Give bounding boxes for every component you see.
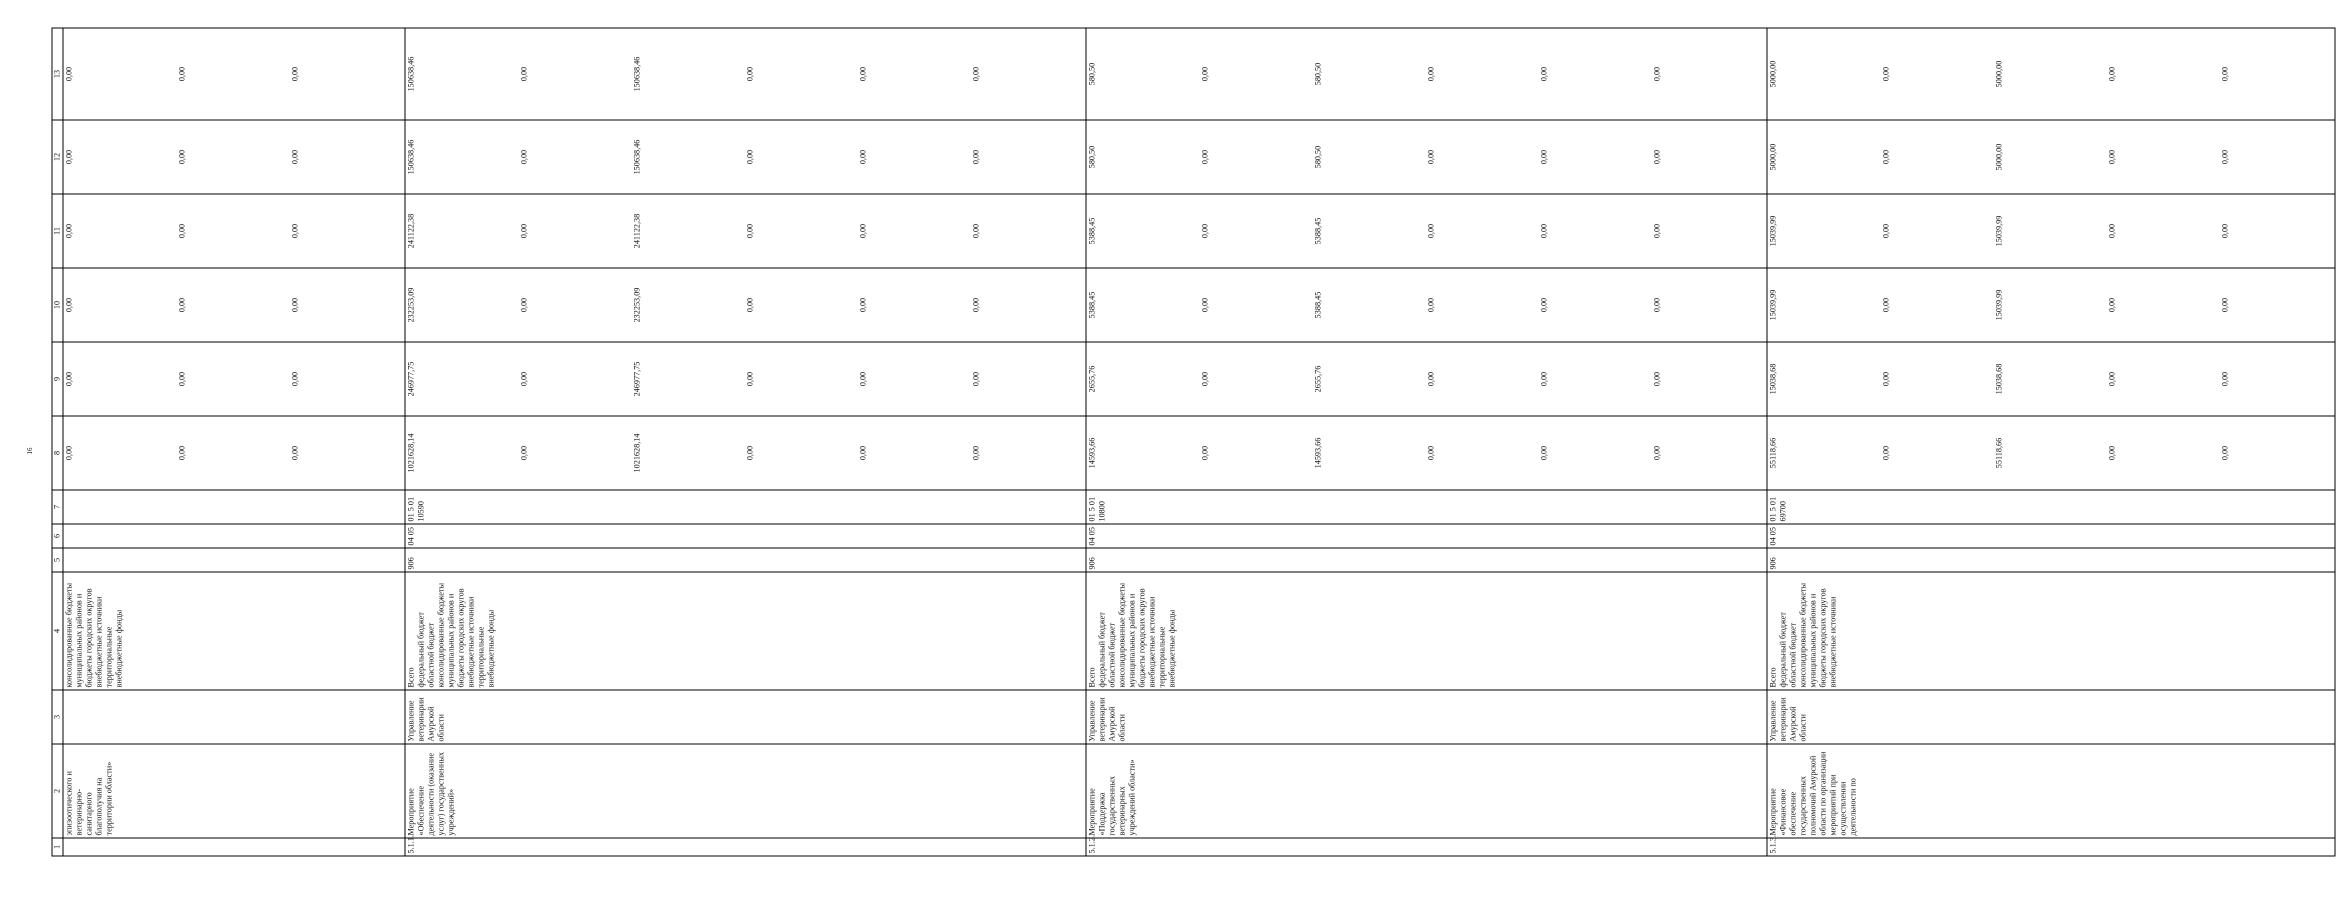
funding-source: Всего: [1768, 667, 1778, 688]
funding-sources: [405, 572, 1086, 690]
csr-code: 01 5 01 10800: [1086, 490, 1767, 524]
value: 0,00: [1881, 66, 1891, 82]
value: 0,00: [1881, 297, 1891, 313]
funding-source: консолидированные бюджеты муниципальных районов и бюджеты городских округов: [64, 583, 94, 688]
row-number: 5.1.1.: [405, 838, 1086, 856]
grbs-code: [63, 548, 405, 572]
rz-code: 04 05: [1086, 524, 1767, 548]
value: 0,00: [858, 371, 868, 387]
funding-source: внебюджетные источники: [1147, 596, 1157, 688]
year-column: [1767, 268, 2335, 342]
funding-source: консолидированные бюджеты муниципальных районов и бюджеты городских округов: [1798, 583, 1828, 688]
value: 0,00: [64, 371, 74, 387]
value: 0,00: [2107, 445, 2117, 461]
year-column: [1086, 194, 1767, 268]
value: 14593,66: [1313, 437, 1323, 469]
value: 0,00: [1539, 371, 1549, 387]
total-column: [1086, 416, 1767, 490]
value: 0,00: [2107, 371, 2117, 387]
value: 15038,68: [1994, 363, 2004, 395]
value: 0,00: [1539, 297, 1549, 313]
header-cell: 10: [52, 268, 63, 342]
value: 0,00: [64, 149, 74, 165]
year-column: [1086, 268, 1767, 342]
value: 0,00: [2220, 149, 2230, 165]
value: 241122,38: [406, 213, 416, 249]
value: 5000,00: [1994, 60, 2004, 88]
value: 0,00: [2220, 371, 2230, 387]
value: 241122,38: [632, 213, 642, 249]
funding-source: внебюджетные источники: [466, 596, 476, 688]
program-name: Мероприятие «Финансовое обеспечение государственных полномочий Амурской области по организации мероприятий при осуществлении деятельности по: [1767, 744, 2335, 838]
value: 150638,46: [406, 56, 416, 92]
value: 5000,00: [1994, 143, 2004, 171]
year-column: [63, 120, 405, 194]
total-column: [63, 416, 405, 490]
value: 0,00: [1200, 66, 1210, 82]
funding-source: территориальные внебюджетные фонды: [476, 609, 496, 688]
value: 150638,46: [632, 56, 642, 92]
value: 0,00: [290, 66, 300, 82]
value: 246977,75: [632, 361, 642, 397]
value: 0,00: [1200, 297, 1210, 313]
grbs-code: 906: [1767, 548, 2335, 572]
value: 5388,45: [1313, 291, 1323, 319]
value: 2655,76: [1313, 365, 1323, 393]
value: 0,00: [2220, 297, 2230, 313]
year-column: [405, 342, 1086, 416]
value: 0,00: [1426, 297, 1436, 313]
value: 0,00: [1426, 66, 1436, 82]
value: 0,00: [1652, 371, 1662, 387]
total-column: [405, 416, 1086, 490]
value: 5000,00: [1768, 143, 1778, 171]
header-cell: 4: [52, 572, 63, 690]
value: 0,00: [290, 149, 300, 165]
value: 232253,09: [632, 287, 642, 323]
value: 0,00: [971, 297, 981, 313]
row-number: 5.1.2.: [1086, 838, 1767, 856]
value: 0,00: [745, 223, 755, 239]
value: 0,00: [971, 149, 981, 165]
funding-sources: [63, 572, 405, 690]
value: 0,00: [1539, 149, 1549, 165]
value: 0,00: [1200, 445, 1210, 461]
year-column: [405, 268, 1086, 342]
value: 0,00: [745, 297, 755, 313]
value: 2655,76: [1087, 365, 1097, 393]
header-cell: 1: [52, 838, 63, 856]
value: 0,00: [2107, 223, 2117, 239]
value: 5388,45: [1313, 217, 1323, 245]
value: 0,00: [1881, 371, 1891, 387]
value: 580,50: [1313, 145, 1323, 169]
csr-code: 01 5 01 69700: [1767, 490, 2335, 524]
value: 0,00: [64, 66, 74, 82]
value: 0,00: [519, 149, 529, 165]
value: 0,00: [1881, 223, 1891, 239]
value: 0,00: [519, 445, 529, 461]
executor: Управление ветеринарии Амурской области: [1767, 690, 2335, 744]
value: 246977,75: [406, 361, 416, 397]
header-row: [52, 28, 63, 856]
year-column: [405, 194, 1086, 268]
value: 0,00: [858, 66, 868, 82]
table-row: [405, 28, 1086, 856]
value: 14593,66: [1087, 437, 1097, 469]
value: 0,00: [1200, 371, 1210, 387]
value: 0,00: [1539, 445, 1549, 461]
value: 0,00: [64, 223, 74, 239]
value: 0,00: [1881, 445, 1891, 461]
funding-source: внебюджетные источники: [1828, 596, 1838, 688]
year-column: [63, 194, 405, 268]
value: 0,00: [290, 371, 300, 387]
value: 0,00: [745, 445, 755, 461]
value: 0,00: [519, 297, 529, 313]
value: 1021628,14: [406, 433, 416, 473]
csr-code: 01 5 01 10590: [405, 490, 1086, 524]
header-cell: 6: [52, 524, 63, 548]
rz-code: [63, 524, 405, 548]
funding-sources: [1767, 572, 2335, 690]
value: 0,00: [290, 223, 300, 239]
value: 0,00: [858, 223, 868, 239]
value: 0,00: [745, 371, 755, 387]
value: 0,00: [290, 445, 300, 461]
value: 0,00: [1426, 371, 1436, 387]
value: 0,00: [177, 297, 187, 313]
funding-source: федеральный бюджет: [1778, 612, 1788, 688]
value: 0,00: [2107, 149, 2117, 165]
value: 0,00: [1881, 149, 1891, 165]
value: 0,00: [745, 149, 755, 165]
value: 15039,99: [1768, 215, 1778, 247]
value: 15039,99: [1994, 289, 2004, 321]
funding-source: областной бюджет: [426, 622, 436, 688]
value: 0,00: [858, 445, 868, 461]
executor: [63, 690, 405, 744]
value: 0,00: [177, 223, 187, 239]
value: 232253,09: [406, 287, 416, 323]
value: 0,00: [971, 445, 981, 461]
value: 0,00: [1200, 149, 1210, 165]
program-name: Мероприятие «Обеспечение деятельности (оказание услуг) государственных учреждений»: [405, 744, 1086, 838]
program-name: Мероприятие «Поддержка государственных ветеринарных учреждений области»: [1086, 744, 1767, 838]
header-cell: 12: [52, 120, 63, 194]
header-cell: 9: [52, 342, 63, 416]
table-row: [1767, 28, 2335, 856]
table-row: [63, 28, 405, 856]
year-column: [1767, 342, 2335, 416]
rotated-document: [52, 49, 2230, 857]
funding-source: территориальные внебюджетные фонды: [1157, 609, 1177, 688]
value: 0,00: [1539, 66, 1549, 82]
value: 150638,46: [406, 139, 416, 175]
value: 15039,99: [1768, 289, 1778, 321]
funding-source: консолидированные бюджеты муниципальных районов и бюджеты городских округов: [436, 583, 466, 688]
header-cell: 3: [52, 690, 63, 744]
value: 0,00: [1652, 223, 1662, 239]
value: 5388,45: [1087, 217, 1097, 245]
header-cell: 7: [52, 490, 63, 524]
value: 0,00: [971, 66, 981, 82]
year-column: [63, 28, 405, 120]
value: 0,00: [177, 445, 187, 461]
value: 0,00: [1426, 149, 1436, 165]
value: 0,00: [745, 66, 755, 82]
year-column: [1086, 120, 1767, 194]
funding-source: областной бюджет: [1107, 622, 1117, 688]
year-column: [1086, 28, 1767, 120]
value: 15039,99: [1994, 215, 2004, 247]
value: 0,00: [971, 223, 981, 239]
funding-source: федеральный бюджет: [416, 612, 426, 688]
funding-source: Всего: [1087, 667, 1097, 688]
funding-source: Всего: [406, 667, 416, 688]
header-cell: 8: [52, 416, 63, 490]
executor: Управление ветеринарии Амурской области: [1086, 690, 1767, 744]
value: 1021628,14: [632, 433, 642, 473]
year-column: [405, 28, 1086, 120]
value: 0,00: [1426, 223, 1436, 239]
year-column: [405, 120, 1086, 194]
table-row: [1086, 28, 1767, 856]
page-number: 16: [26, 447, 34, 455]
value: 55118,66: [1768, 437, 1778, 469]
value: 0,00: [1652, 66, 1662, 82]
value: 0,00: [1539, 223, 1549, 239]
funding-source: федеральный бюджет: [1097, 612, 1107, 688]
value: 0,00: [519, 66, 529, 82]
value: 0,00: [1652, 445, 1662, 461]
value: 0,00: [1652, 297, 1662, 313]
value: 0,00: [519, 223, 529, 239]
budget-table: [52, 28, 2336, 857]
rz-code: 04 05: [1767, 524, 2335, 548]
grbs-code: 906: [405, 548, 1086, 572]
header-cell: 13: [52, 28, 63, 120]
year-column: [1086, 342, 1767, 416]
year-column: [63, 268, 405, 342]
total-column: [1767, 416, 2335, 490]
value: 0,00: [290, 297, 300, 313]
value: 55118,66: [1994, 437, 2004, 469]
program-name: эпизоотического и ветеринарно-санитарного благополучия на территории области»: [63, 744, 405, 838]
value: 0,00: [64, 445, 74, 461]
funding-source: областной бюджет: [1788, 622, 1798, 688]
value: 0,00: [2107, 297, 2117, 313]
grbs-code: 906: [1086, 548, 1767, 572]
header-cell: 2: [52, 744, 63, 838]
value: 0,00: [177, 66, 187, 82]
value: 0,00: [177, 371, 187, 387]
value: 0,00: [1200, 223, 1210, 239]
value: 580,50: [1087, 62, 1097, 86]
header-cell: 11: [52, 194, 63, 268]
value: 580,50: [1087, 145, 1097, 169]
year-column: [1767, 120, 2335, 194]
value: 0,00: [858, 149, 868, 165]
value: 0,00: [177, 149, 187, 165]
csr-code: [63, 490, 405, 524]
value: 150638,46: [632, 139, 642, 175]
year-column: [63, 342, 405, 416]
funding-source: внебюджетные источники: [94, 596, 104, 688]
value: 5000,00: [1768, 60, 1778, 88]
value: 0,00: [2220, 445, 2230, 461]
year-column: [1767, 194, 2335, 268]
value: 0,00: [1426, 445, 1436, 461]
funding-sources: [1086, 572, 1767, 690]
value: 0,00: [64, 297, 74, 313]
value: 0,00: [971, 371, 981, 387]
header-cell: 5: [52, 548, 63, 572]
value: 0,00: [2220, 223, 2230, 239]
value: 0,00: [2107, 66, 2117, 82]
funding-source: консолидированные бюджеты муниципальных районов и бюджеты городских округов: [1117, 583, 1147, 688]
value: 580,50: [1313, 62, 1323, 86]
year-column: [1767, 28, 2335, 120]
value: 0,00: [2220, 66, 2230, 82]
value: 0,00: [858, 297, 868, 313]
rz-code: 04 05: [405, 524, 1086, 548]
value: 0,00: [519, 371, 529, 387]
value: 15038,68: [1768, 363, 1778, 395]
row-number: [63, 838, 405, 856]
value: 0,00: [1652, 149, 1662, 165]
row-number: 5.1.3.: [1767, 838, 2335, 856]
executor: Управление ветеринарии Амурской области: [405, 690, 1086, 744]
funding-source: территориальные внебюджетные фонды: [104, 609, 124, 688]
value: 5388,45: [1087, 291, 1097, 319]
